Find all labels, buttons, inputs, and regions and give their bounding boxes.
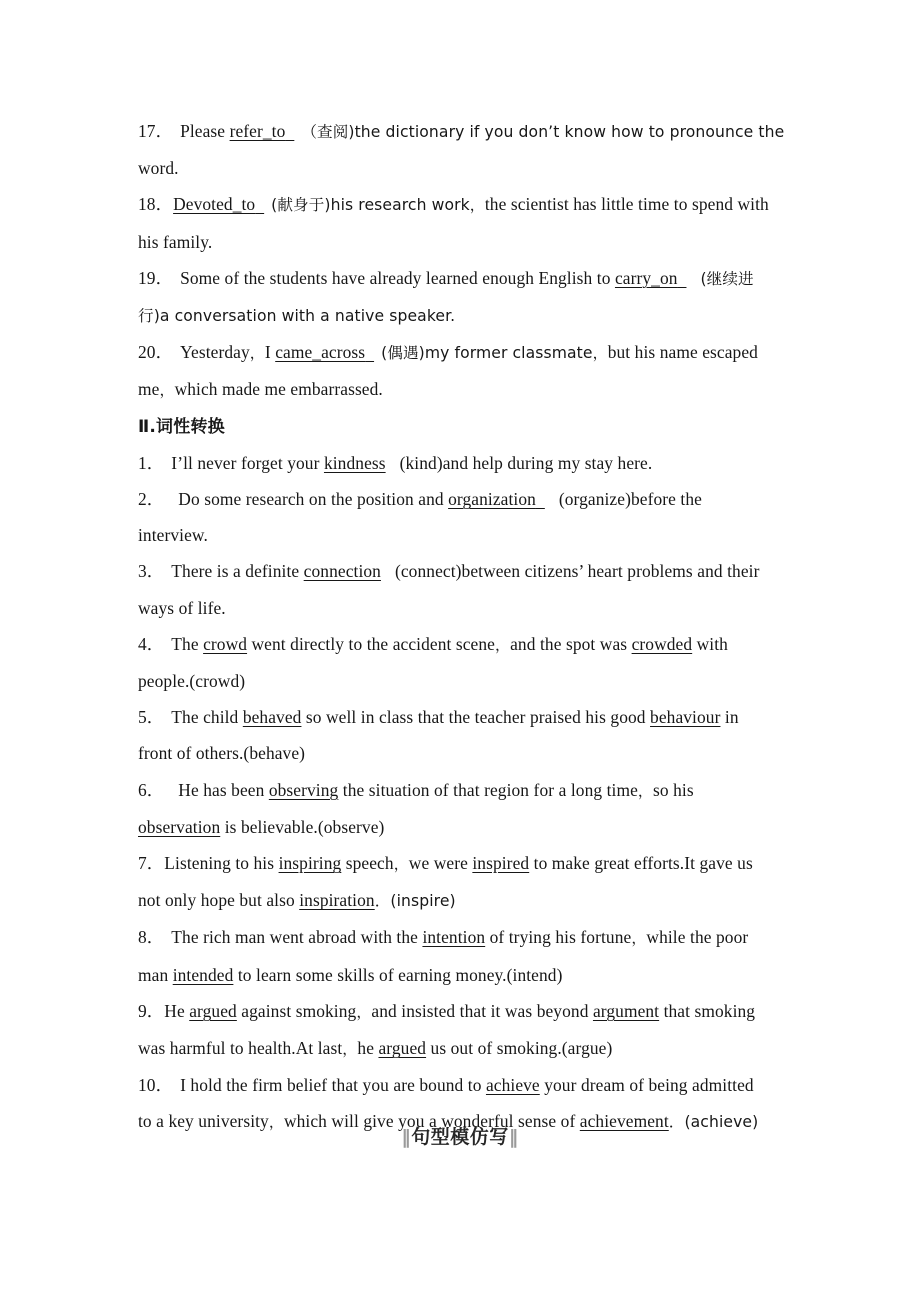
heading-bar-left: ‖ — [401, 1126, 412, 1148]
answer-blank-observation[interactable]: observation — [138, 816, 221, 837]
item-number: 19． — [138, 267, 174, 288]
exercise-item-c9 — [138, 993, 792, 1030]
fullwidth-comma: ， — [356, 1002, 372, 1021]
item-text: The — [171, 633, 204, 654]
answer-blank-observing[interactable]: observing — [268, 779, 339, 800]
item-number: 9． — [138, 1000, 165, 1021]
item-text: Listening to his — [164, 853, 279, 874]
item-text: Some of the students have already learned enough English to — [180, 267, 615, 288]
answer-blank-argument[interactable]: argument — [592, 1000, 660, 1021]
item-number: 17． — [138, 121, 174, 141]
item-text: The rich man went abroad with the — [171, 927, 423, 948]
fullwidth-comma: ， — [393, 855, 409, 874]
item-text: that smoking — [659, 1000, 756, 1021]
exercise-item-19 — [138, 260, 792, 297]
hint-chinese-cont: 行)a conversation with a native speaker. — [138, 307, 456, 326]
item-cue: (kind)and help during my stay here. — [399, 452, 653, 473]
item-number: 5． — [138, 707, 165, 728]
hint-chinese: (继续进 — [700, 269, 754, 288]
answer-blank-came-across[interactable]: came_across — [275, 342, 366, 363]
exercise-item-19-wrap — [138, 297, 792, 334]
item-text: of trying his fortune — [485, 927, 632, 948]
heading-label: 句型模仿写 — [411, 1126, 509, 1148]
item-text: went directly to the accident scene — [247, 633, 495, 654]
document-body — [138, 113, 792, 1141]
item-cue: us out of smoking.(argue) — [426, 1038, 613, 1059]
answer-blank-kindness[interactable]: kindness — [323, 452, 386, 473]
answer-blank-intention[interactable]: intention — [422, 927, 486, 948]
item-text-cont2: he — [357, 1038, 379, 1059]
answer-blank-devoted-to[interactable]: Devoted_to — [173, 194, 256, 215]
item-text-cont: me — [138, 379, 160, 400]
answer-blank-behaviour[interactable]: behaviour — [650, 707, 721, 728]
item-text-cont: man — [138, 964, 173, 985]
item-text: Yesterday — [180, 342, 250, 363]
item-text: and insisted that it was beyond — [371, 1000, 593, 1021]
blank-tail — [536, 489, 545, 509]
blank-tail — [678, 268, 687, 288]
fullwidth-comma: ， — [268, 1113, 284, 1132]
item-text: I’ll never forget your — [171, 452, 324, 473]
item-text: He has been — [178, 779, 269, 800]
exercise-item-c10 — [138, 1067, 792, 1103]
exercise-item-c8-wrap — [138, 957, 792, 993]
fullwidth-comma: ， — [637, 781, 654, 800]
item-cue: (organize)before the — [558, 489, 702, 510]
section-heading-word-formation — [138, 409, 792, 445]
exercise-item-c8 — [138, 919, 792, 956]
exercise-item-c7-wrap — [138, 882, 792, 919]
item-text: against smoking — [236, 1000, 357, 1021]
exercise-item-c5 — [138, 699, 792, 735]
exercise-item-c5-wrap — [138, 735, 792, 771]
fullwidth-comma: ， — [495, 635, 511, 654]
item-text-cont: his family. — [138, 231, 213, 252]
item-text-cont: was harmful to health.At last — [138, 1038, 343, 1059]
item-number: 18． — [138, 194, 174, 215]
item-text: I hold the firm belief that you are bound to — [180, 1075, 486, 1096]
item-number: 6． — [138, 779, 165, 800]
item-cue: (connect)between citizens’ heart problems and their — [394, 561, 760, 582]
answer-blank-crowd[interactable]: crowd — [203, 633, 248, 654]
answer-blank-intended[interactable]: intended — [172, 964, 234, 985]
item-text: the situation of that region for a long time — [338, 779, 638, 800]
answer-blank-achieve[interactable]: achieve — [485, 1075, 540, 1096]
answer-blank-behaved[interactable]: behaved — [242, 707, 302, 728]
fullwidth-comma: ， — [469, 196, 485, 215]
item-number: 8． — [138, 927, 165, 948]
exercise-item-c4-wrap — [138, 663, 792, 699]
item-text: He — [164, 1000, 190, 1021]
fullwidth-comma: ， — [159, 381, 175, 400]
exercise-item-18-wrap — [138, 224, 792, 260]
answer-blank-refer-to[interactable]: refer_to — [229, 121, 286, 141]
blank-tail — [365, 342, 374, 362]
exercise-item-c6 — [138, 772, 792, 809]
item-number: 7． — [138, 853, 165, 874]
exercise-item-c7 — [138, 845, 792, 882]
fullwidth-comma: ， — [592, 344, 608, 363]
heading-bar-right: ‖ — [508, 1126, 519, 1148]
exercise-item-c3-wrap — [138, 590, 792, 626]
item-number: 20． — [138, 342, 174, 363]
exercise-item-c2-wrap — [138, 517, 792, 553]
item-text: Please — [180, 121, 230, 141]
item-text: we were — [408, 853, 473, 874]
answer-blank-achievement[interactable]: achievement — [579, 1111, 669, 1132]
answer-blank-inspired[interactable]: inspired — [472, 853, 530, 874]
item-text: and the spot was — [510, 633, 632, 654]
exercise-item-c3 — [138, 553, 792, 589]
exercise-item-c6-wrap — [138, 809, 792, 845]
item-cue: ．(achieve) — [668, 1113, 759, 1132]
item-text: but his name escaped — [607, 342, 758, 363]
item-text: The child — [171, 707, 243, 728]
item-number: 10． — [138, 1075, 174, 1096]
item-text-cont2: which will give you a wonderful sense of — [283, 1111, 580, 1132]
exercise-item-17-wrap — [138, 150, 792, 186]
item-text-cont: ways of life. — [138, 597, 226, 618]
answer-blank-inspiration[interactable]: inspiration — [299, 890, 375, 911]
exercise-item-c4 — [138, 626, 792, 663]
fullwidth-comma: ， — [342, 1040, 358, 1059]
item-text: your dream of being admitted — [539, 1075, 754, 1096]
item-text: Do some research on the position and — [178, 489, 449, 510]
item-text: speech — [341, 853, 394, 874]
section-heading-text: Ⅱ.词性转换 — [138, 416, 225, 437]
item-number: 4． — [138, 633, 165, 654]
item-text-cont: to a key university — [138, 1111, 269, 1132]
item-number: 3． — [138, 561, 165, 582]
item-cue: ．(inspire) — [374, 892, 456, 911]
item-cue: front of others.(behave) — [138, 743, 306, 764]
item-text: with — [692, 633, 728, 654]
item-text: the scientist has little time to spend with — [484, 194, 769, 215]
item-text: so well in class that the teacher praised his good — [301, 707, 651, 728]
answer-blank-argued-1[interactable]: argued — [189, 1000, 237, 1021]
item-text: I — [264, 342, 276, 363]
item-text: to make great efforts.It gave us — [529, 853, 753, 874]
answer-blank-organization[interactable]: organization — [448, 489, 536, 510]
footer-section-heading — [0, 1122, 920, 1149]
item-cue: is believable.(observe) — [220, 816, 385, 837]
exercise-item-c9-wrap — [138, 1030, 792, 1067]
blank-tail — [255, 194, 264, 214]
item-number: 2． — [138, 489, 165, 510]
item-cue: to learn some skills of earning money.(intend) — [233, 964, 563, 985]
hint-chinese: （查阅)the dictionary if you don’t know how to pronounce the — [301, 123, 785, 141]
hint-chinese: (偶遇)my former classmate — [381, 344, 593, 363]
answer-blank-argued-2[interactable]: argued — [378, 1038, 427, 1059]
answer-blank-connection[interactable]: connection — [303, 561, 381, 582]
item-text: while the poor — [646, 927, 749, 948]
exercise-item-18 — [138, 186, 792, 223]
hint-chinese: (献身于)his research work — [271, 196, 470, 215]
item-text: so his — [653, 779, 694, 800]
exercise-item-17 — [138, 113, 792, 150]
blank-tail — [285, 121, 294, 141]
answer-blank-crowded[interactable]: crowded — [631, 633, 693, 654]
item-text-cont: word. — [138, 158, 179, 179]
fullwidth-comma: ， — [631, 929, 647, 948]
item-text: There is a definite — [171, 561, 304, 582]
fullwidth-comma: ， — [249, 344, 265, 363]
item-text-cont: interview. — [138, 525, 208, 546]
item-number: 1． — [138, 452, 165, 473]
item-cue: people.(crowd) — [138, 671, 246, 692]
exercise-item-20 — [138, 334, 792, 371]
exercise-item-c2 — [138, 481, 792, 517]
answer-blank-carry-on[interactable]: carry_on — [614, 267, 678, 288]
exercise-item-20-wrap — [138, 371, 792, 408]
exercise-item-c1 — [138, 445, 792, 481]
item-text-cont2: which made me embarrassed. — [174, 379, 383, 400]
item-text-cont: not only hope but also — [138, 890, 300, 911]
answer-blank-inspiring[interactable]: inspiring — [278, 853, 342, 874]
item-text: in — [720, 707, 739, 728]
